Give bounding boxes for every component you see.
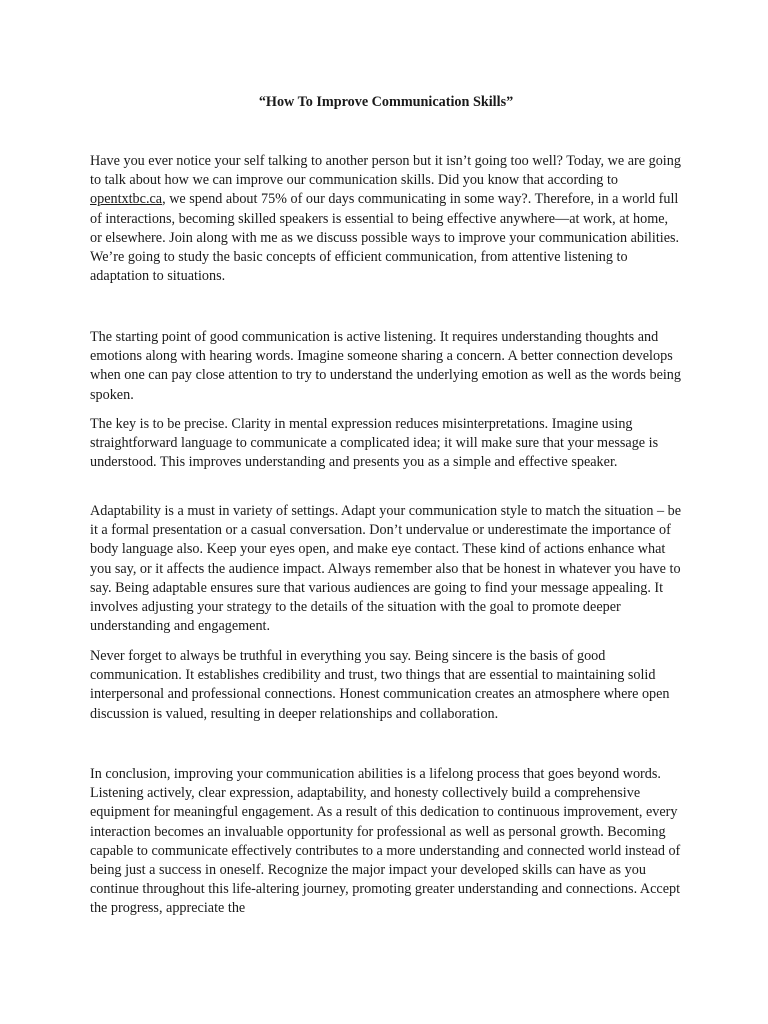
- intro-paragraph: [90, 152, 682, 286]
- paragraph-precision: The key is to be precise. Clarity in mental expression reduces misinterpretations. Imagine using straightforward language to communicate a complicated idea; it will make sure that your message is understood. This improves understanding and presents you as a simple and effective speaker.: [90, 416, 659, 471]
- source-link[interactable]: opentxtbc.ca: [90, 191, 163, 208]
- document-title: “How To Improve Communication Skills”: [258, 94, 514, 110]
- paragraph-honesty: Never forget to always be truthful in everything you say. Being sincere is the basis of good communication. It establishes credibility and trust, two things that are essential to maintaining solid interpersonal and professional connections. Honest communication creates an atmosphere where open discussion is valued, resulting in deeper relationships and collaboration.: [90, 648, 670, 722]
- intro-text-after-link: , we spend about 75% of our days communicating in some way?. Therefore, in a world full of interactions, becoming skilled speakers is essential to being effective anywhere—at work, at home, or elsewhere. Join along with me as we discuss possible ways to improve your communication abilities. We’re going to study the basic concepts of efficient communication, from attentive listening to adaptation to situations.: [90, 191, 680, 285]
- paragraph-active-listening: The starting point of good communication is active listening. It requires understanding thoughts and emotions along with hearing words. Imagine someone sharing a concern. A better connection develops when one can pay close attention to try to understand the underlying emotion as well as the words being spoken.: [90, 329, 681, 403]
- intro-text-before-link: Have you ever notice your self talking to another person but it isn’t going too well? Today, we are going to talk about how we can improve our communication skills. Did you know that according to: [90, 153, 681, 189]
- paragraph-adaptability: Adaptability is a must in variety of settings. Adapt your communication style to match the situation – be it a formal presentation or a casual conversation. Don’t undervalue or underestimate the importance of body language also. Keep your eyes open, and make eye contact. These kind of actions enhance what you say, or it affects the audience impact. Always remember also that be honest in whatever you have to say. Being adaptable ensures sure that various audiences are going to find your message appealing. It involves adjusting your strategy to the details of the situation with the goal to promote deeper understanding and engagement.: [90, 503, 682, 635]
- paragraph-conclusion: In conclusion, improving your communication abilities is a lifelong process that goes beyond words. Listening actively, clear expression, adaptability, and honesty collectively build a comprehensive equipment for meaningful engagement. As a result of this dedication to continuous improvement, every interaction becomes an invaluable opportunity for professional as well as personal growth. Becoming capable to communicate effectively contributes to a more understanding and connected world instead of being just a success in oneself. Recognize the major impact your developed skills can have as you continue throughout this life-altering journey, promoting greater understanding and connections. Accept the progress, appreciate the: [90, 766, 681, 917]
